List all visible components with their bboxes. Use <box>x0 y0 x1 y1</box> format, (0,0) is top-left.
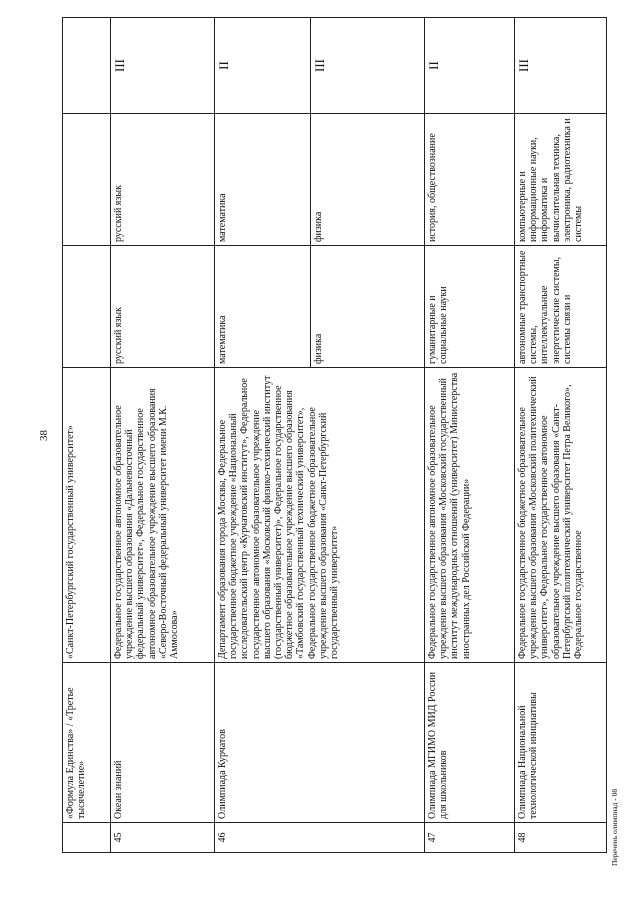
organizers: «Санкт-Петербургский государственный университет» <box>63 368 111 663</box>
olympiad-name: Олимпиада МГИМО МИД России для школьников <box>425 663 515 823</box>
page-number: 38 <box>38 430 50 441</box>
table-row <box>111 18 215 853</box>
level: III <box>311 18 425 114</box>
subject: математика <box>215 114 311 246</box>
profile: физика <box>311 246 425 368</box>
level: III <box>515 18 607 114</box>
organizers: Федеральное государственное автономное образовательное учреждение высшего образования «Московский государственный институт международных отношений (университет) Министерства иностранных дел Российской Федерации» <box>425 368 515 663</box>
level <box>63 18 111 114</box>
subject: русский язык <box>111 114 215 246</box>
organizers: Департамент образования города Москвы, Федеральное государственное бюджетное учреждение «Национальный исследовательский центр «Курчатовский институт», Федеральное государственное автономное образовательное учреждение высшего образования «Московский физико-технический институт (государственный университет)», Федеральное государственное бюджетное образовательное учреждение высшего образования «Тамбовский государственный технический университет», Федеральное государственное бюджетное образовательное учреждение высшего образования «Санкт-Петербургский государственный университет» <box>215 368 425 663</box>
table-row <box>425 18 515 853</box>
subject: компьютерные и информационные науки, информатика и вычислительная техника, электроника, радиотехника и системы <box>515 114 607 246</box>
subject <box>63 114 111 246</box>
table-row <box>515 18 607 853</box>
organizers: Федеральное государственное бюджетное образовательное учреждение высшего образования «Московский политехнический университет», Федеральное государственное автономное образовательное учреждение высшего образования «Санкт-Петербургский политехнический университет Петра Великого», Федеральное государственное <box>515 368 607 663</box>
level: II <box>215 18 311 114</box>
olympiad-name: «Формула Единства» / «Третье тысячелетие» <box>63 663 111 823</box>
level: II <box>425 18 515 114</box>
table-row <box>63 18 111 853</box>
profile: автономные транспортные системы, интеллектуальные энергетические системы, системы связи и <box>515 246 607 368</box>
table-row <box>215 18 311 853</box>
olympiad-name: Океан знаний <box>111 663 215 823</box>
olympiad-table <box>62 17 607 853</box>
subject: история, обществознание <box>425 114 515 246</box>
subject: физика <box>311 114 425 246</box>
profile: математика <box>215 246 311 368</box>
row-number: 45 <box>111 823 215 853</box>
footer-note: Перечень олимпиад - 08 <box>610 788 619 866</box>
level: III <box>111 18 215 114</box>
profile: русский язык <box>111 246 215 368</box>
organizers: Федеральное государственное автономное образовательное учреждение высшего образования «Дальневосточный федеральный университет», Федеральное государственное автономное образовательное учреждение высшего образования «Северо-Восточный федеральный университет имени М.К. Аммосова» <box>111 368 215 663</box>
olympiad-name: Олимпиада Курчатов <box>215 663 425 823</box>
row-number: 47 <box>425 823 515 853</box>
profile: гуманитарные и социальные науки <box>425 246 515 368</box>
row-number <box>63 823 111 853</box>
row-number: 48 <box>515 823 607 853</box>
profile <box>63 246 111 368</box>
row-number: 46 <box>215 823 425 853</box>
olympiad-name: Олимпиада Национальной технологической инициативы <box>515 663 607 823</box>
olympiad-table-page <box>62 18 627 853</box>
